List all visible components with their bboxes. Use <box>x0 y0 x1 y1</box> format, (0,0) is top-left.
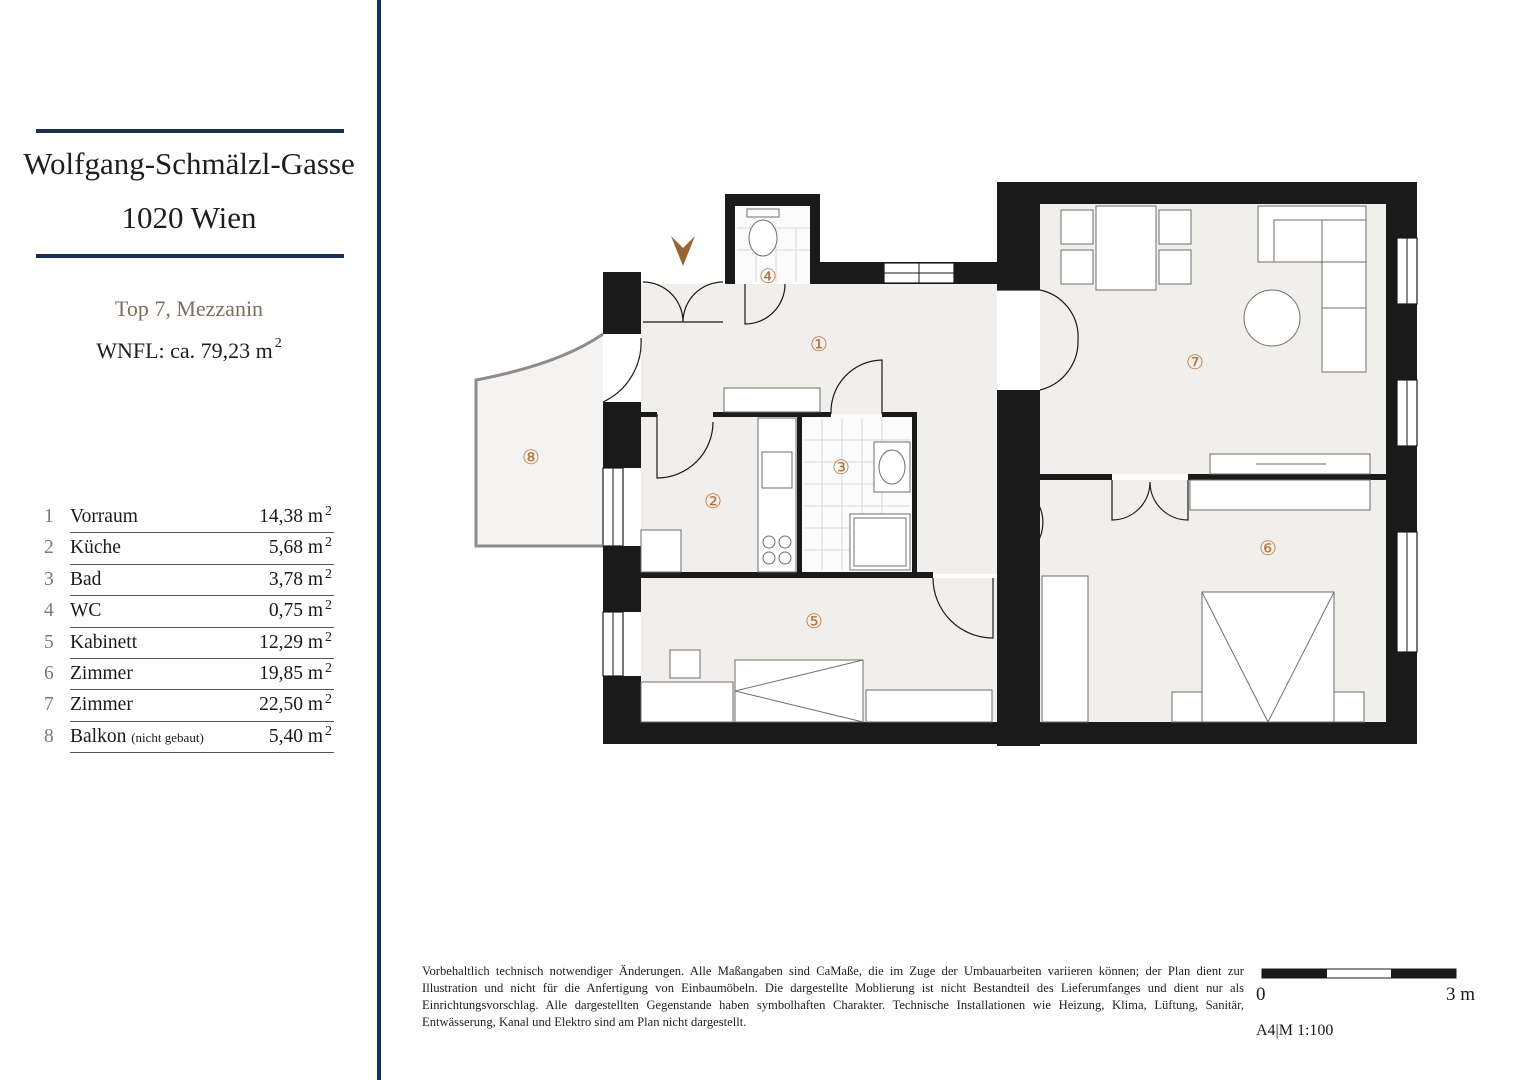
room-area-sup: 2 <box>325 660 332 676</box>
sofa-seat-2 <box>1322 220 1366 262</box>
room-number: 1 <box>44 506 54 527</box>
nightstand-1 <box>1172 692 1202 722</box>
room-area-sup: 2 <box>325 723 332 739</box>
floor-vorraum-mid <box>917 414 997 574</box>
room-area-value: 12,29 m <box>259 631 323 653</box>
wall-kueche-top <box>641 412 657 417</box>
bed-z6 <box>1202 592 1334 722</box>
wall-wc-left <box>725 194 735 284</box>
room-area-sup: 2 <box>325 535 332 551</box>
wall-kueche-bad <box>797 412 802 574</box>
street-title: Wolfgang-Schmälzl-Gasse <box>23 146 355 181</box>
door-balkon <box>603 338 641 402</box>
room-name-text: Kabinett <box>70 631 138 653</box>
bath-shower-inner <box>854 518 906 566</box>
wall-kueche-top2 <box>713 412 831 417</box>
sofa-seat-1 <box>1274 220 1322 262</box>
chair-3 <box>1159 210 1191 244</box>
kab-desk <box>641 682 733 722</box>
wall-z7-z6 <box>1040 474 1112 480</box>
room-area-value: 5,68 m <box>268 537 323 559</box>
room-label-7: ⑦ <box>1186 350 1204 374</box>
room-label-5: ⑤ <box>805 609 823 633</box>
kitchen-counter <box>758 418 796 572</box>
room-name-text: Zimmer <box>70 662 133 684</box>
disclaimer: Vorbehaltlich technisch notwendiger Änderungen. Alle Maßangaben sind CaMaße, die im Zuge der Umbauarbeiten variieren können; der Plan dient zur Illustration und nicht für die Anfertigung von Einbaumöbeln. Die dargestellte Moblierung ist nicht Bestandteil des Lieferumfanges und dient nur als Einrichtungsvorschlag. Alle dargestellten Gegenstande haben symbolhaften Charakter. Technische Installationen wie Heizung, Klima, Lüftung, Sanitär, Entwässerung, Kanal und Elektro sind am Plan nicht dargestellt. <box>422 964 1244 1029</box>
total-area-unit-sup: 2 <box>274 336 282 351</box>
wall-mid-upper <box>997 182 1040 290</box>
kab-shelf <box>866 690 992 722</box>
room-name-text: WC <box>70 600 102 622</box>
room-number: 7 <box>44 694 54 716</box>
room-number: 3 <box>44 568 54 590</box>
room-label-4: ④ <box>759 264 777 288</box>
scale-end: 3 m <box>1446 984 1476 1005</box>
wall-west-mid2 <box>603 546 641 612</box>
wc-bowl <box>749 220 777 256</box>
kab-bed <box>735 660 863 722</box>
scale-seg-3 <box>1391 969 1456 978</box>
hall-bench <box>724 388 820 412</box>
chair-2 <box>1061 250 1093 284</box>
room-note: (nicht gebaut) <box>131 729 204 745</box>
room-area-value: 5,40 m <box>268 725 323 747</box>
room-area-sup: 2 <box>325 692 332 708</box>
room-label-8: ⑧ <box>522 445 540 469</box>
scale-bar <box>1262 969 1456 978</box>
room-label-3: ③ <box>832 455 850 479</box>
scale-seg-1 <box>1262 969 1327 978</box>
wall-west-mid <box>603 402 641 468</box>
sofa-chaise <box>1322 262 1366 372</box>
chair-1 <box>1061 210 1093 244</box>
wall-west-low <box>603 676 641 744</box>
nightstand-2 <box>1334 692 1364 722</box>
bath-basin-bowl <box>879 450 905 484</box>
room-name-text: Balkon <box>70 725 127 747</box>
scale-ratio: A4|M 1:100 <box>1256 1022 1334 1039</box>
wall-west-top <box>603 272 641 334</box>
room-name-text: Zimmer <box>70 694 133 716</box>
wall-z7-z6b <box>1188 474 1386 480</box>
kitchen-cabinet <box>641 530 681 572</box>
kab-chair <box>670 650 700 678</box>
room-area-value: 0,75 m <box>268 600 323 622</box>
wall-north-right <box>997 182 1417 204</box>
dining-table <box>1096 206 1156 290</box>
room-number: 2 <box>44 537 54 559</box>
room-number: 6 <box>44 662 54 684</box>
wall-wc-top <box>725 194 820 206</box>
floor-wc <box>735 206 820 284</box>
chair-4 <box>1159 250 1191 284</box>
wc-tank <box>747 209 779 217</box>
total-area-value: WNFL: ca. 79,23 m <box>96 338 273 363</box>
wall-mid-short <box>997 562 1040 580</box>
floor-balkon <box>476 334 603 546</box>
wardrobe-z6-left <box>1042 576 1088 722</box>
room-area-value: 14,38 m <box>259 506 323 527</box>
room-label-1: ① <box>810 332 828 356</box>
wall-bad-right <box>912 412 917 574</box>
wall-bad-top <box>882 412 917 417</box>
room-number: 5 <box>44 631 54 653</box>
room-label-2: ② <box>704 489 722 513</box>
room-area-sup: 2 <box>325 504 332 519</box>
wall-wc-right <box>810 194 820 284</box>
room-label-6: ⑥ <box>1259 536 1277 560</box>
room-area-sup: 2 <box>325 566 332 582</box>
room-area-sup: 2 <box>325 598 332 614</box>
entrance-arrow-icon <box>671 236 695 266</box>
room-area-value: 22,50 m <box>259 694 323 716</box>
room-area-value: 3,78 m <box>268 568 323 590</box>
room-number: 4 <box>44 600 54 622</box>
city-title: 1020 Wien <box>121 200 257 235</box>
unit-subtitle: Top 7, Mezzanin <box>114 296 264 321</box>
room-name-text: Küche <box>70 537 121 559</box>
scale-start: 0 <box>1256 984 1266 1005</box>
wall-kabinett-top <box>641 572 933 578</box>
room-area-value: 19,85 m <box>259 662 323 684</box>
room-name-text: Bad <box>70 568 102 590</box>
coffee-table <box>1244 290 1300 346</box>
room-area-sup: 2 <box>325 629 332 645</box>
room-name-text: Vorraum <box>70 506 138 527</box>
wardrobe-z6 <box>1190 480 1370 510</box>
kitchen-sink <box>762 452 792 488</box>
room-number: 8 <box>44 725 54 747</box>
